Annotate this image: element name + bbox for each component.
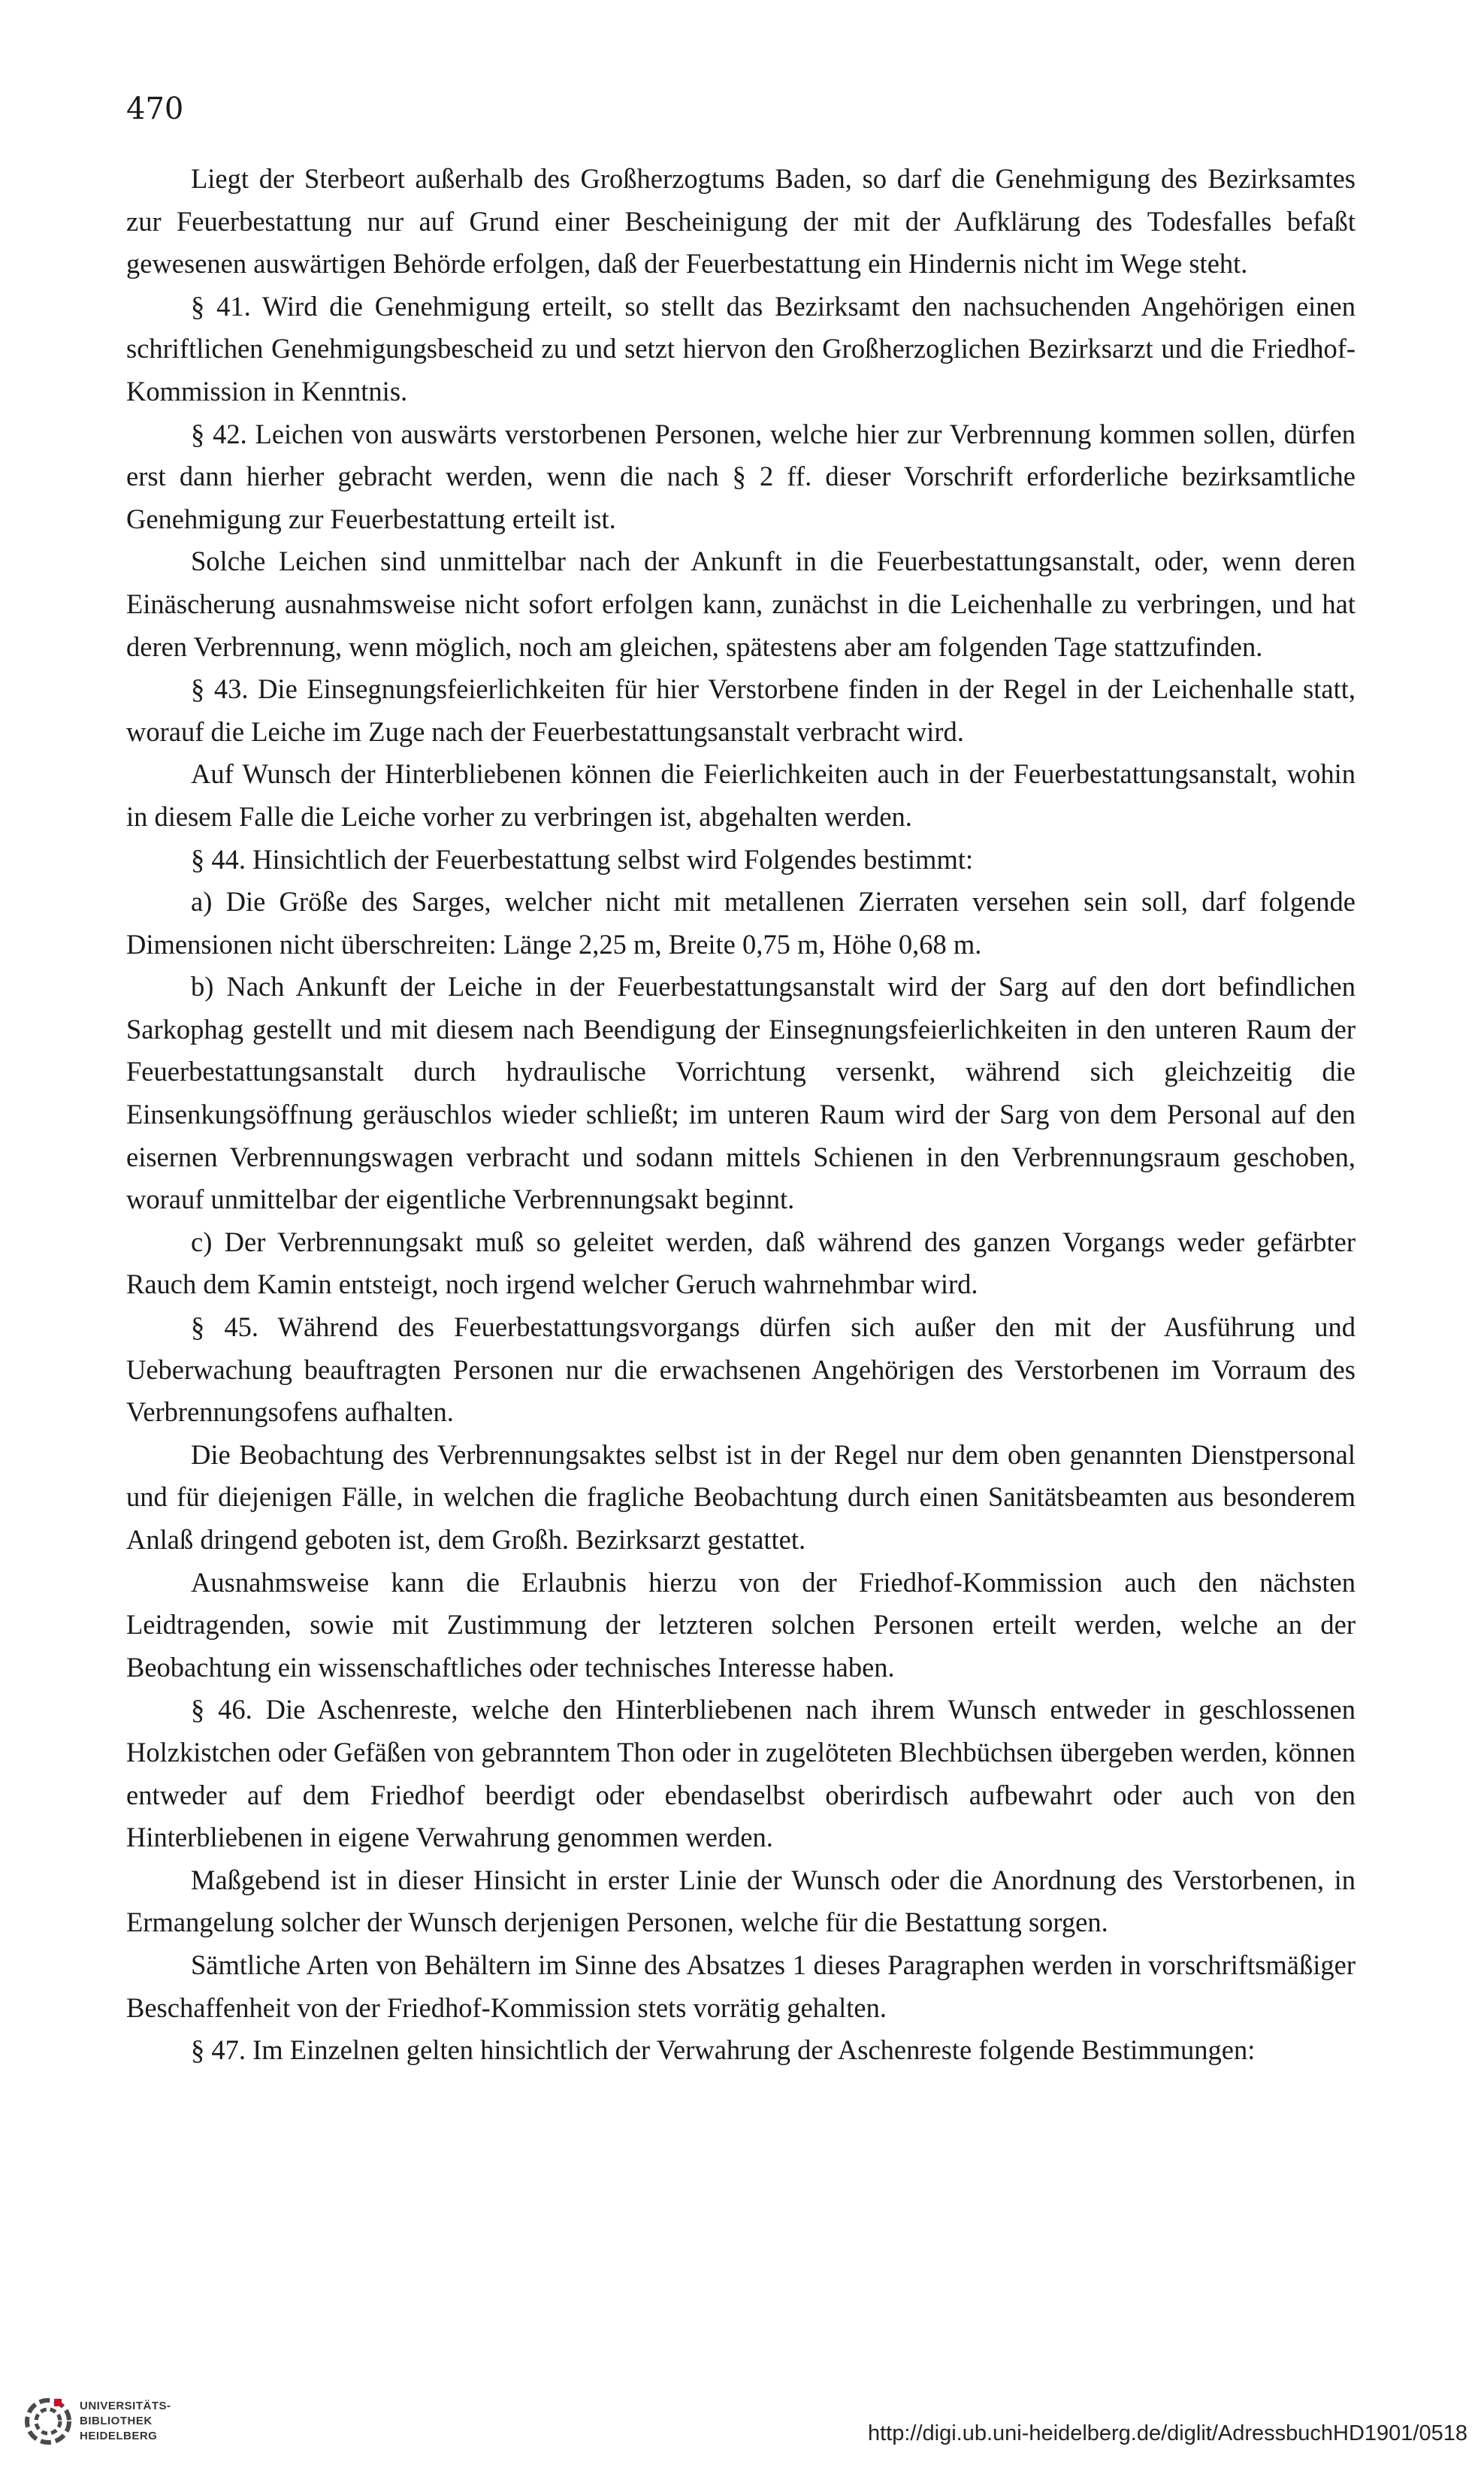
library-name-line-1: UNIVERSITÄTS-: [80, 2400, 171, 2412]
paragraph-41: § 41. Wird die Genehmigung erteilt, so stellt das Bezirksamt den nachsuchenden Angehörigen einen schriftlichen Genehmigungsbescheid zu und setzt hiervon den Großherzoglichen Bezirksarzt und die Friedhof-Kommission in Kenntnis.: [126, 290, 1356, 407]
library-logo: [24, 2397, 171, 2445]
paragraph-45-cont-2: Ausnahmsweise kann die Erlaubnis hierzu von der Friedhof-Kommission auch den nächsten Leidtragenden, sowie mit Zustimmung der letzteren solchen Personen erteilt werden, welche an der Beobachtung ein wissenschaftliches oder technisches Interesse haben.: [126, 1566, 1356, 1683]
paragraph-1: Liegt der Sterbeort außerhalb des Großherzogtums Baden, so darf die Genehmigung des Bezirksamtes zur Feuerbestattung nur auf Grund einer Bescheinigung der mit der Aufklärung des Todesfalles befaßt gewesenen auswärtigen Behörde erfolgen, daß der Feuerbestattung ein Hindernis nicht im Wege steht.: [126, 163, 1356, 280]
paragraph-42: § 42. Leichen von auswärts verstorbenen Personen, welche hier zur Verbrennung kommen sollen, dürfen erst dann hierher gebracht werden, wenn die nach § 2 ff. dieser Vorschrift erforderliche bezirksamtliche Genehmigung zur Feuerbestattung erteilt ist.: [126, 418, 1356, 534]
paragraph-44-a: a) Die Größe des Sarges, welcher nicht mit metallenen Zierraten versehen sein soll, darf folgende Dimensionen nicht überschreiten: Länge 2,25 m, Breite 0,75 m, Höhe 0,68 m.: [126, 886, 1356, 960]
paragraph-46-cont-1: Maßgebend ist in dieser Hinsicht in erster Linie der Wunsch oder die Anordnung des Verstorbenen, in Ermangelung solcher der Wunsch derjenigen Personen, welche für die Bestattung sorgen.: [126, 1864, 1356, 1938]
paragraph-43: § 43. Die Einsegnungsfeierlichkeiten für hier Verstorbene finden in der Regel in der Leichenhalle statt, worauf die Leiche im Zuge nach der Feuerbestattungsanstalt verbracht wird.: [126, 673, 1356, 747]
paragraph-44: § 44. Hinsichtlich der Feuerbestattung selbst wird Folgendes bestimmt:: [191, 843, 974, 875]
library-seal-icon: [24, 2397, 72, 2445]
library-name-line-2: BIBLIOTHEK: [80, 2415, 153, 2427]
paragraph-45: § 45. Während des Feuerbestattungsvorgangs dürfen sich außer den mit der Ausführung und Ueberwachung beauftragten Personen nur die erwachsenen Angehörigen des Verstorbenen im Vorraum des Verbrennungsofens aufhalten.: [126, 1311, 1356, 1428]
paragraph-42-cont: Solche Leichen sind unmittelbar nach der Ankunft in die Feuerbestattungsanstalt, oder, wenn deren Einäscherung ausnahmsweise nicht sofort erfolgen kann, zunächst in die Leichenhalle zu verbringen, und hat deren Verbrennung, wenn möglich, noch am gleichen, spätestens aber am folgenden Tage stattzufinden.: [126, 546, 1356, 662]
document-body: [126, 158, 1356, 2072]
paragraph-45-cont-1: Die Beobachtung des Verbrennungsaktes selbst ist in der Regel nur dem oben genannten Dienstpersonal und für diejenigen Fälle, in welchen die fragliche Beobachtung durch einen Sanitätsbeamten aus besonderem Anlaß dringend geboten ist, dem Großh. Bezirksarzt gestattet.: [126, 1438, 1356, 1555]
paragraph-44-c: c) Der Verbrennungsakt muß so geleitet werden, daß während des ganzen Vorgangs weder gefärbter Rauch dem Kamin entsteigt, noch irgend welcher Geruch wahrnehmbar wird.: [126, 1226, 1356, 1300]
page-footer: [0, 2360, 1484, 2489]
paragraph-46: § 46. Die Aschenreste, welche den Hinterbliebenen nach ihrem Wunsch entweder in geschlossenen Holzkistchen oder Gefäßen von gebranntem Thon oder in zugelöteten Blechbüchsen übergeben werden, können entweder auf dem Friedhof beerdigt oder ebendaselbst oberirdisch aufbewahrt oder auch von den Hinterbliebenen in eigene Verwahrung genommen werden.: [126, 1694, 1356, 1853]
paragraph-44-b: b) Nach Ankunft der Leiche in der Feuerbestattungsanstalt wird der Sarg auf den dort befindlichen Sarkophag gestellt und mit diesem nach Beendigung der Einsegnungsfeierlichkeiten in den unteren Raum der Feuerbestattungsanstalt durch hydraulische Vorrichtung versenkt, während sich gleichzeitig die Einsenkungsöffnung geräuschlos wieder schließt; im unteren Raum wird der Sarg von dem Personal auf den eisernen Verbrennungswagen verbracht und sodann mittels Schienen in den Verbrennungsraum geschoben, worauf unmittelbar der eigentliche Verbrennungsakt beginnt.: [126, 971, 1356, 1215]
paragraph-47: § 47. Im Einzelnen gelten hinsichtlich der Verwahrung der Aschenreste folgende Bestimmungen:: [191, 2034, 1256, 2066]
library-name-line-3: HEIDELBERG: [80, 2430, 158, 2442]
page-number: 470: [126, 92, 184, 126]
paragraph-43-cont: Auf Wunsch der Hinterbliebenen können die Feierlichkeiten auch in der Feuerbestattungsanstalt, wohin in diesem Falle die Leiche vorher zu verbringen ist, abgehalten werden.: [126, 758, 1356, 832]
paragraph-46-cont-2: Sämtliche Arten von Behältern im Sinne des Absatzes 1 dieses Paragraphen werden in vorschriftsmäßiger Beschaffenheit von der Friedhof-Kommission stets vorrätig gehalten.: [126, 1949, 1356, 2023]
library-name: [80, 2399, 171, 2444]
source-url-link[interactable]: http://digi.ub.uni-heidelberg.de/diglit/AdressbuchHD1901/0518: [867, 2421, 1467, 2445]
